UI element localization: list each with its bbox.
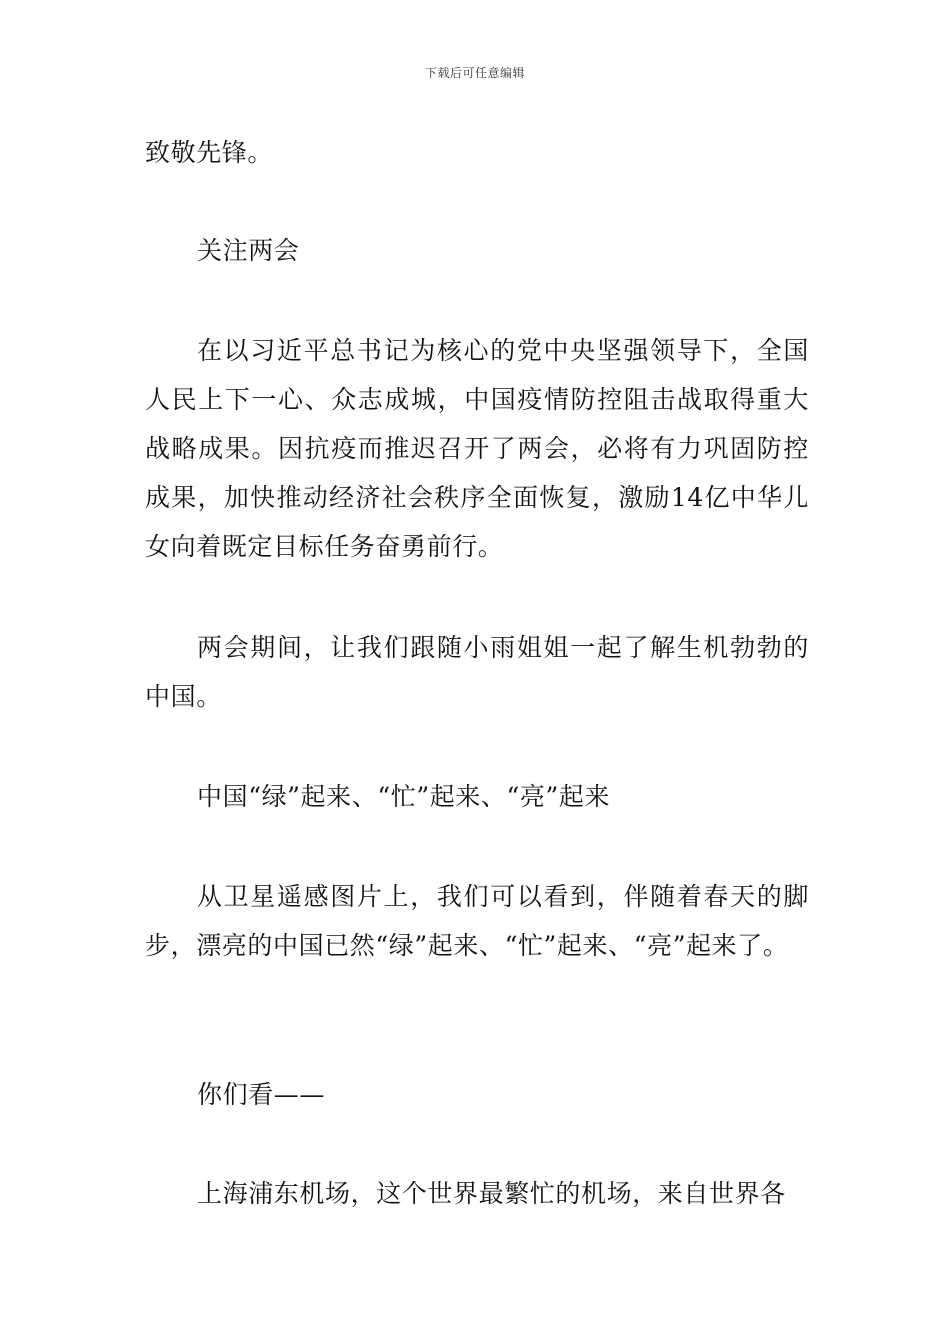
page-header-note: 下载后可任意编辑 (424, 66, 525, 80)
paragraph-intro: 在以习近平总书记为核心的党中央坚强领导下，全国人民上下一心、众志成城，中国疫情防控阻击战取得重大战略成果。因抗疫而推迟召开了两会，必将有力巩固防控成果，加快推动经济社会秩序全面恢复，激励14亿中华儿女向着既定目标任务奋勇前行。 (145, 336, 809, 561)
paragraph-pudong-airport: 上海浦东机场，这个世界最繁忙的机场，来自世界各 (197, 1179, 786, 1208)
paragraph-closing-line: 致敬先锋。 (145, 138, 274, 167)
paragraph-follow-along: 两会期间，让我们跟随小雨姐姐一起了解生机勃勃的中国。 (145, 633, 809, 711)
section-heading-china-green: 中国“绿”起来、“忙”起来、“亮”起来 (197, 782, 611, 811)
paragraph-look: 你们看—— (197, 1080, 326, 1109)
section-heading-two-sessions: 关注两会 (197, 236, 300, 265)
paragraph-satellite: 从卫星遥感图片上，我们可以看到，伴随着春天的脚步，漂亮的中国已然“绿”起来、“忙”起来、“亮”起来了。 (145, 882, 809, 960)
